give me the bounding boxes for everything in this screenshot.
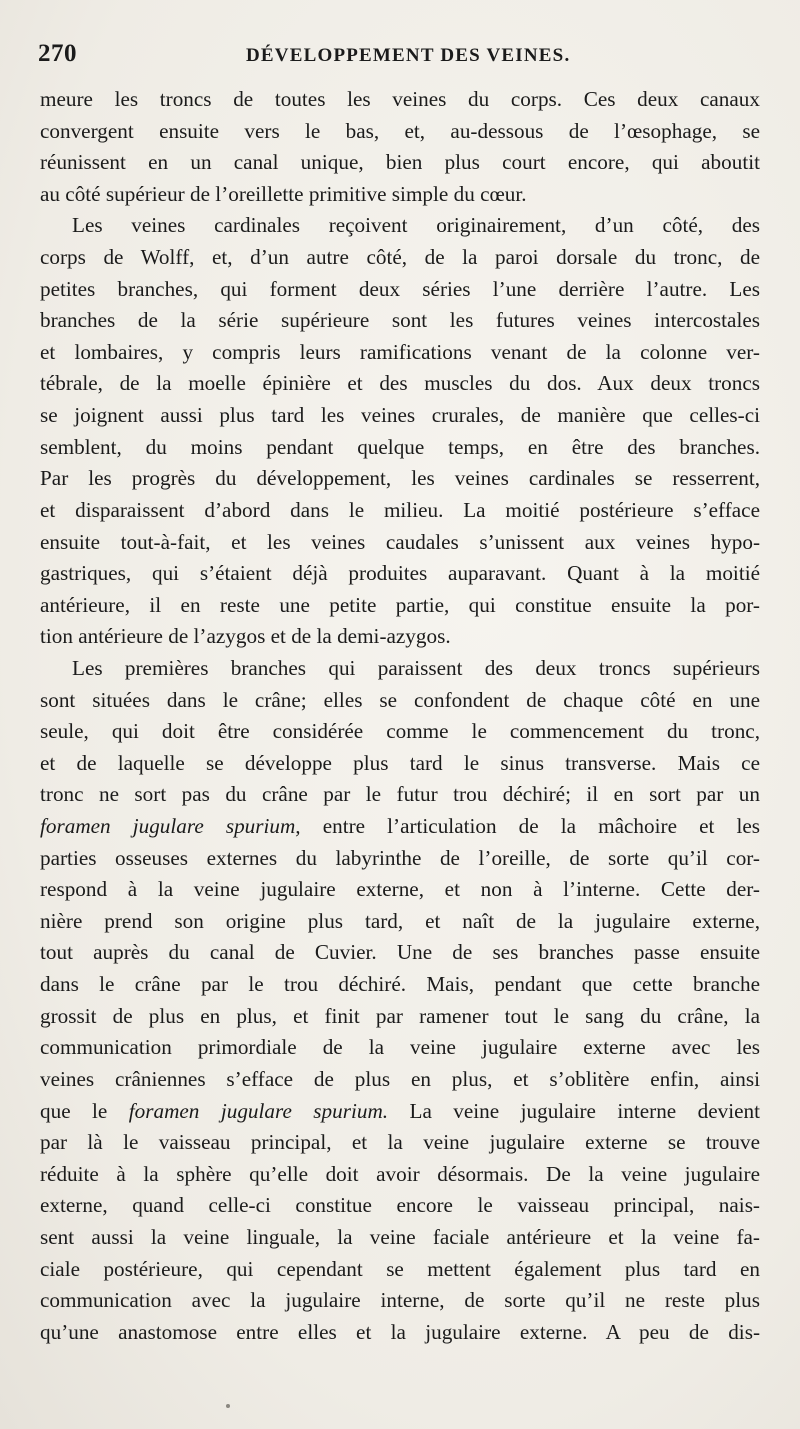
text-line bbox=[40, 811, 760, 843]
text-line bbox=[40, 1190, 760, 1222]
text-run: que le bbox=[40, 1098, 129, 1123]
text-run: Par les progrès du développement, les veines cardinales se resserrent, bbox=[40, 466, 760, 491]
text-run: ciale postérieure, qui cependant se mettent également plus tard en bbox=[40, 1256, 760, 1281]
text-line bbox=[40, 1159, 760, 1191]
text-line bbox=[40, 969, 760, 1001]
text-run: externe, quand celle-ci constitue encore le vaisseau principal, nais- bbox=[40, 1193, 760, 1218]
text-run: sont situées dans le crâne; elles se confondent de chaque côté en une bbox=[40, 687, 760, 712]
text-line bbox=[40, 147, 760, 179]
text-line bbox=[40, 210, 760, 242]
text-line bbox=[40, 653, 760, 685]
text-run: communication primordiale de la veine jugulaire externe avec les bbox=[40, 1035, 760, 1060]
text-run: dans le crâne par le trou déchiré. Mais, pendant que cette branche bbox=[40, 972, 760, 997]
text-run: réunissent en un canal unique, bien plus court encore, qui aboutit bbox=[40, 150, 760, 175]
text-run: gastriques, qui s’étaient déjà produites auparavant. Quant à la moitié bbox=[40, 561, 760, 586]
text-line bbox=[40, 1254, 760, 1286]
text-line bbox=[40, 242, 760, 274]
text-run: et lombaires, y compris leurs ramifications venant de la colonne ver- bbox=[40, 339, 760, 364]
text-line bbox=[40, 906, 760, 938]
text-run: La veine jugulaire interne devient bbox=[388, 1098, 760, 1123]
text-line bbox=[40, 874, 760, 906]
text-run: Les premières branches qui paraissent des deux troncs supérieurs bbox=[72, 655, 760, 680]
print-speck bbox=[226, 1404, 230, 1408]
text-run: et de laquelle se développe plus tard le sinus transverse. Mais ce bbox=[40, 750, 760, 775]
text-line bbox=[40, 1064, 760, 1096]
text-line bbox=[40, 1032, 760, 1064]
text-run: tion antérieure de l’azygos et de la demi-azygos. bbox=[40, 624, 451, 649]
text-run: semblent, du moins pendant quelque temps, en être des branches. bbox=[40, 434, 760, 459]
text-line bbox=[40, 305, 760, 337]
text-line bbox=[40, 779, 760, 811]
text-line bbox=[40, 400, 760, 432]
italic-term: foramen jugulare spurium. bbox=[128, 1098, 389, 1123]
text-run: parties osseuses externes du labyrinthe de l’oreille, de sorte qu’il cor- bbox=[40, 845, 760, 870]
running-title: DÉVELOPPEMENT DES VEINES. bbox=[246, 45, 571, 66]
text-line bbox=[40, 590, 760, 622]
text-run: branches de la série supérieure sont les futures veines intercostales bbox=[40, 308, 760, 333]
text-run: seule, qui doit être considérée comme le commencement du tronc, bbox=[40, 719, 760, 744]
text-line bbox=[40, 1096, 760, 1128]
italic-term: foramen jugulare spurium, bbox=[40, 814, 301, 839]
text-run: se joignent aussi plus tard les veines crurales, de manière que celles-ci bbox=[40, 403, 760, 428]
text-run: veines crâniennes s’efface de plus en plus, et s’oblitère enfin, ainsi bbox=[40, 1066, 760, 1091]
text-run: corps de Wolff, et, d’un autre côté, de la paroi dorsale du tronc, de bbox=[40, 245, 760, 270]
text-line bbox=[40, 558, 760, 590]
text-line bbox=[40, 116, 760, 148]
text-line bbox=[40, 463, 760, 495]
text-line bbox=[40, 84, 760, 116]
text-run: antérieure, il en reste une petite partie, qui constitue ensuite la por- bbox=[40, 592, 760, 617]
text-line bbox=[40, 337, 760, 369]
text-line bbox=[40, 685, 760, 717]
text-run: tébrale, de la moelle épinière et des muscles du dos. Aux deux troncs bbox=[40, 371, 760, 396]
text-line bbox=[40, 179, 760, 211]
text-run: tronc ne sort pas du crâne par le futur trou déchiré; il en sort par un bbox=[40, 782, 760, 807]
text-run: convergent ensuite vers le bas, et, au-dessous de l’œsophage, se bbox=[40, 118, 760, 143]
text-run: et disparaissent d’abord dans le milieu. La moitié postérieure s’efface bbox=[40, 497, 760, 522]
text-line bbox=[40, 1127, 760, 1159]
text-run: petites branches, qui forment deux séries l’une derrière l’autre. Les bbox=[40, 276, 760, 301]
text-line bbox=[40, 621, 760, 653]
text-run: meure les troncs de toutes les veines du corps. Ces deux canaux bbox=[40, 87, 760, 111]
text-line bbox=[40, 1285, 760, 1317]
text-run: réduite à la sphère qu’elle doit avoir désormais. De la veine jugulaire bbox=[40, 1161, 760, 1186]
page-header bbox=[38, 40, 760, 74]
text-run: Les veines cardinales reçoivent originairement, d’un côté, des bbox=[72, 213, 760, 238]
text-line bbox=[40, 716, 760, 748]
text-run: nière prend son origine plus tard, et naît de la jugulaire externe, bbox=[40, 908, 760, 933]
text-line bbox=[40, 1001, 760, 1033]
text-run: entre l’articulation de la mâchoire et les bbox=[300, 814, 760, 839]
text-run: grossit de plus en plus, et finit par ramener tout le sang du crâne, la bbox=[40, 1003, 760, 1028]
text-line bbox=[40, 274, 760, 306]
text-line bbox=[40, 495, 760, 527]
text-line bbox=[40, 843, 760, 875]
text-line bbox=[40, 1317, 760, 1349]
text-run: ensuite tout-à-fait, et les veines caudales s’unissent aux veines hypo- bbox=[40, 529, 760, 554]
text-run: qu’une anastomose entre elles et la jugulaire externe. A peu de dis- bbox=[40, 1319, 760, 1344]
text-line bbox=[40, 1222, 760, 1254]
page-number: 270 bbox=[38, 40, 77, 67]
text-run: sent aussi la veine linguale, la veine faciale antérieure et la veine fa- bbox=[40, 1224, 760, 1249]
text-line bbox=[40, 432, 760, 464]
text-run: au côté supérieur de l’oreillette primitive simple du cœur. bbox=[40, 181, 527, 206]
text-line bbox=[40, 527, 760, 559]
text-run: communication avec la jugulaire interne, de sorte qu’il ne reste plus bbox=[40, 1288, 760, 1313]
body-text bbox=[40, 84, 760, 1348]
text-run: par là le vaisseau principal, et la veine jugulaire externe se trouve bbox=[40, 1130, 760, 1155]
text-run: tout auprès du canal de Cuvier. Une de ses branches passe ensuite bbox=[40, 940, 760, 965]
text-run: respond à la veine jugulaire externe, et non à l’interne. Cette der- bbox=[40, 877, 760, 902]
text-line bbox=[40, 748, 760, 780]
text-line bbox=[40, 368, 760, 400]
text-line bbox=[40, 937, 760, 969]
